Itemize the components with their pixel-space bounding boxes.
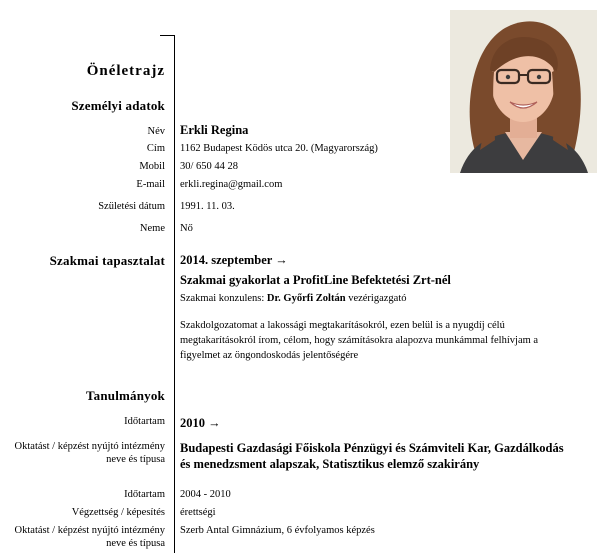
period-value: 2010 → [180,416,221,430]
description-line: megtakarításokról írom, célom, hogy számításokra alapozva munkámmal felhívjam a [180,335,539,346]
address-value: 1162 Budapest Ködös utca 20. (Magyarország) [180,143,378,154]
personal-data-heading: Személyi adatok [71,98,165,113]
name-label: Név [147,126,165,137]
education-heading: Tanulmányok [85,388,165,403]
cv-title: Önéletrajz [86,63,165,79]
mobile-label: Mobil [139,161,165,172]
divider-tick [160,35,175,36]
qualification-label: Végzettség / képesítés [71,507,165,518]
qualification-value: érettségi [180,507,216,518]
birth-date-label: Születési dátum [98,201,165,212]
supervisor-name: Dr. Győrfi Zoltán [266,293,346,304]
institution-line: Budapesti Gazdasági Főiskola Pénzügyi és Számviteli Kar, Gazdálkodás [180,441,564,455]
institution-label-line: neve és típusa [106,454,165,465]
address-label: Cím [146,143,165,154]
institution-label-line: Oktatást / képzést nyújtó intézmény [14,441,165,452]
institution-label-line: Oktatást / képzést nyújtó intézmény [14,525,165,536]
period-label: Időtartam [124,416,165,427]
institution-label [15,524,165,550]
institution-value [180,440,564,472]
birth-date-value: 1991. 11. 03. [180,201,235,212]
description-line: Szakdolgozatomat a lakossági megtakarításokról, ezen belül is a nyugdíj célú [180,320,505,331]
period-label: Időtartam [124,489,165,500]
institution-value: Szerb Antal Gimnázium, 6 évfolyamos képzés [180,525,375,536]
institution-label [15,440,165,466]
email-label: E-mail [136,179,165,190]
institution-line: és menedzsment alapszak, Statisztikus elemző szakirány [180,457,480,471]
experience-description [180,318,538,363]
experience-heading: Szakmai tapasztalat [49,253,165,268]
email-value[interactable]: erkli.regina@gmail.com [180,179,283,190]
institution-label-line: neve és típusa [106,538,165,549]
mobile-value: 30/ 650 44 28 [180,161,239,172]
experience-supervisor [180,293,406,304]
section-divider-line [174,35,175,553]
supervisor-prefix: Szakmai konzulens: [180,293,267,304]
supervisor-suffix: vezérigazgató [345,293,407,304]
period-value: 2004 - 2010 [180,489,231,500]
experience-date: 2014. szeptember → [180,253,288,267]
gender-value: Nő [180,223,193,234]
profile-photo [450,10,597,173]
experience-position: Szakmai gyakorlat a ProfitLine Befektetési Zrt-nél [180,273,451,287]
description-line: figyelmet az öngondoskodás jelentőségére [180,350,359,361]
person-name: Erkli Regina [180,123,249,137]
gender-label: Neme [139,223,165,234]
